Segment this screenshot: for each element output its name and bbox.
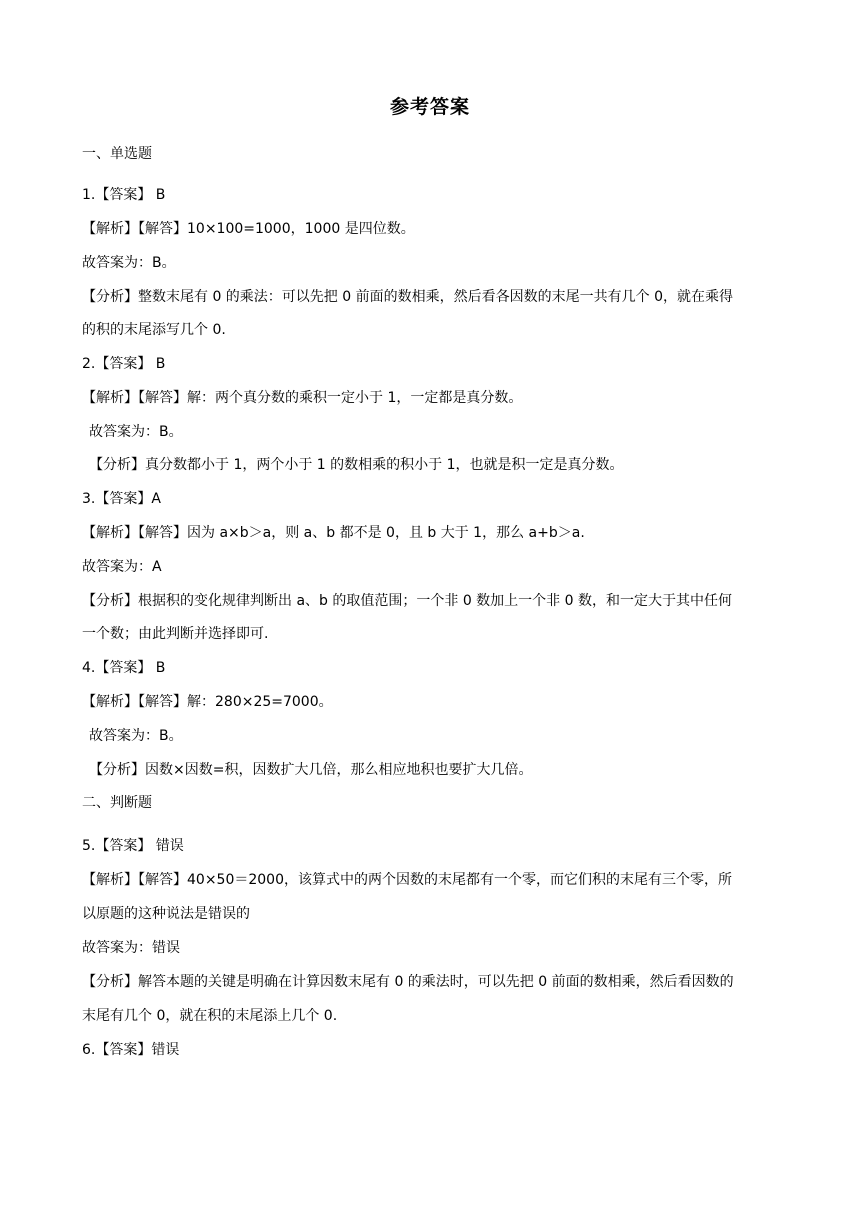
q2-answer: 2.【答案】 B: [82, 356, 166, 372]
section-heading-true-false: 二、判断题: [82, 795, 152, 811]
q5-analysis-line-2: 末尾有几个 0，就在积的末尾添上几个 0.: [82, 1008, 338, 1024]
q4-conclusion: 故答案为：B。: [89, 728, 183, 744]
q4-explanation: 【解析】【解答】解：280×25=7000。: [82, 694, 333, 710]
q6-answer: 6.【答案】错误: [82, 1042, 180, 1058]
q5-conclusion: 故答案为：错误: [82, 940, 180, 956]
q3-explanation: 【解析】【解答】因为 a×b＞a，则 a、b 都不是 0，且 b 大于 1，那么 a+b＞a.: [82, 525, 585, 541]
section-heading-single-choice: 一、单选题: [82, 146, 152, 162]
q4-analysis: 【分析】因数×因数=积，因数扩大几倍，那么相应地积也要扩大几倍。: [89, 762, 533, 778]
q1-answer: 1.【答案】 B: [82, 187, 166, 203]
q1-analysis-line-2: 的积的末尾添写几个 0.: [82, 322, 226, 338]
q1-conclusion: 故答案为：B。: [82, 255, 176, 271]
q3-answer: 3.【答案】A: [82, 491, 161, 507]
q5-answer: 5.【答案】 错误: [82, 838, 184, 854]
q5-explanation-line-2: 以原题的这种说法是错误的: [82, 906, 250, 922]
q3-conclusion: 故答案为：A: [82, 559, 162, 575]
q2-analysis: 【分析】真分数都小于 1，两个小于 1 的数相乘的积小于 1，也就是积一定是真分数。: [89, 457, 624, 473]
q5-analysis-line-1: 【分析】解答本题的关键是明确在计算因数末尾有 0 的乘法时，可以先把 0 前面的数相乘，然后看因数的: [82, 974, 734, 990]
q4-answer: 4.【答案】 B: [82, 660, 166, 676]
q5-explanation-line-1: 【解析】【解答】40×50＝2000，该算式中的两个因数的末尾都有一个零，而它们积的末尾有三个零，所: [82, 872, 732, 888]
q3-analysis-line-1: 【分析】根据积的变化规律判断出 a、b 的取值范围；一个非 0 数加上一个非 0 数，和一定大于其中任何: [82, 593, 732, 609]
page-title: 参考答案: [389, 96, 470, 118]
q1-analysis-line-1: 【分析】整数末尾有 0 的乘法：可以先把 0 前面的数相乘，然后看各因数的末尾一共有几个 0，就在乘得: [82, 289, 733, 305]
q3-analysis-line-2: 一个数；由此判断并选择即可.: [82, 626, 269, 642]
q2-conclusion: 故答案为：B。: [89, 424, 183, 440]
q2-explanation: 【解析】【解答】解：两个真分数的乘积一定小于 1，一定都是真分数。: [82, 390, 523, 406]
q1-explanation: 【解析】【解答】10×100=1000，1000 是四位数。: [82, 221, 415, 237]
